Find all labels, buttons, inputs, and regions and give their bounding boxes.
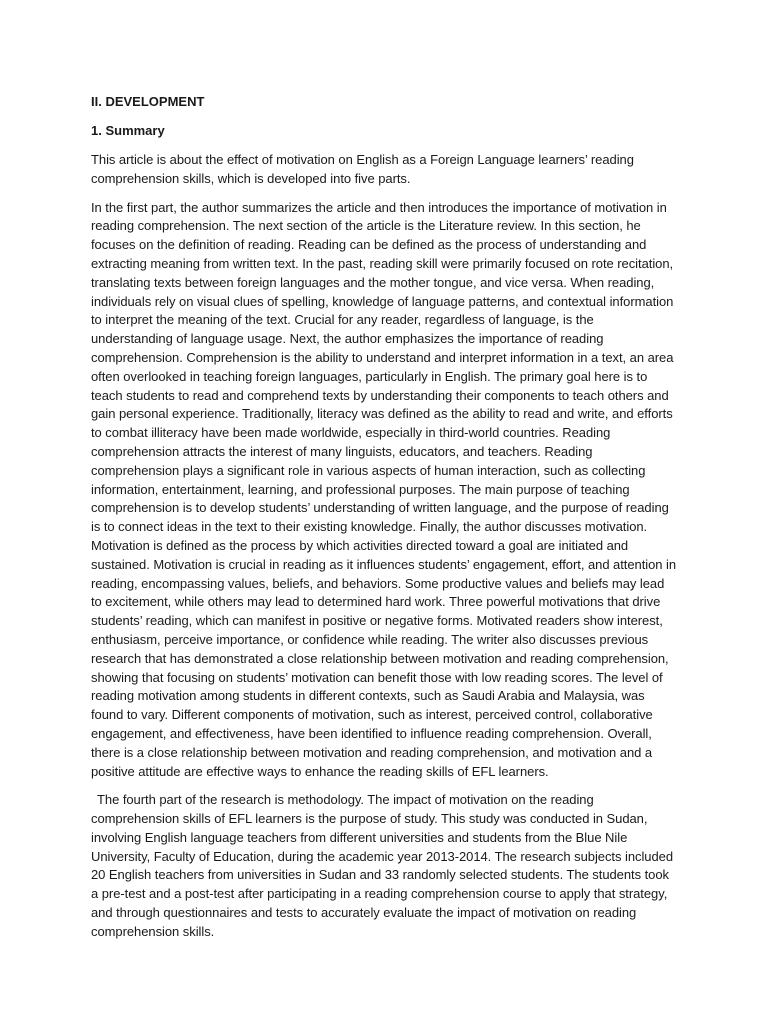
section-heading: II. DEVELOPMENT — [91, 94, 205, 109]
methodology-paragraph: The fourth part of the research is methodology. The impact of motivation on the reading comprehension skills of EFL learners is the purpose of study. This study was conducted in Sudan, involving English language teachers from different universities and students from the Blue Nile University, Faculty of Education, during the academic year 2013-2014. The research subjects included 20 English teachers from universities in Sudan and 33 randomly selected students. The students took a pre-test and a post-test after participating in a reading comprehension course to apply that strategy, and through questionnaires and tests to accurately evaluate the impact of motivation on reading comprehension skills. — [91, 792, 674, 939]
literature-review-paragraph: In the first part, the author summarizes the article and then introduces the importance of motivation in reading comprehension. The next section of the article is the Literature review. In this section, he focuses on the definition of reading. Reading can be defined as the process of understanding and extracting meaning from written text. In the past, reading skill were primarily focused on rote recitation, translating texts between foreign languages and the mother tongue, and vice versa. When reading, individuals rely on visual clues of spelling, knowledge of language patterns, and contextual information to interpret the meaning of the text. Crucial for any reader, regardless of language, is the understanding of language usage. Next, the author emphasizes the importance of reading comprehension. Comprehension is the ability to understand and interpret information in a text, an area often overlooked in teaching foreign languages, particularly in English. The primary goal here is to teach students to read and comprehend texts by understanding their components to teach others and gain personal experience. Traditionally, literacy was defined as the ability to read and write, and efforts to combat illiteracy have been made worldwide, especially in third-world countries. Reading comprehension attracts the interest of many linguists, educators, and teachers. Reading comprehension plays a significant role in various aspects of human interaction, such as collecting information, entertainment, learning, and professional purposes. The main purpose of teaching comprehension is to develop students’ understanding of written language, and the purpose of reading is to connect ideas in the text to their existing knowledge. Finally, the author discusses motivation. Motivation is defined as the process by which activities directed toward a goal are initiated and sustained. Motivation is crucial in reading as it influences students’ engagement, effort, and attention in reading, encompassing values, beliefs, and behaviors. Some productive values and beliefs may lead to excitement, while others may lead to determined hard work. Three powerful motivations that drive students’ reading, which can manifest in positive or negative forms. Motivated readers show interest, enthusiasm, perceive importance, or confidence while reading. The writer also discusses previous research that has demonstrated a close relationship between motivation and reading comprehension, showing that focusing on students’ motivation can benefit those with low reading scores. The level of reading motivation among students in different contexts, such as Saudi Arabia and Malaysia, was found to vary. Different components of motivation, such as interest, perceived control, collaborative engagement, and effectiveness, have been identified to influence reading comprehension. Overall, there is a close relationship between motivation and reading comprehension, and motivation and a positive attitude are effective ways to enhance the reading skills of EFL learners. — [91, 199, 677, 779]
intro-paragraph: This article is about the effect of motivation on English as a Foreign Language learners’ reading comprehension skills, which is developed into five parts. — [91, 152, 634, 186]
summary-heading: 1. Summary — [91, 123, 165, 138]
